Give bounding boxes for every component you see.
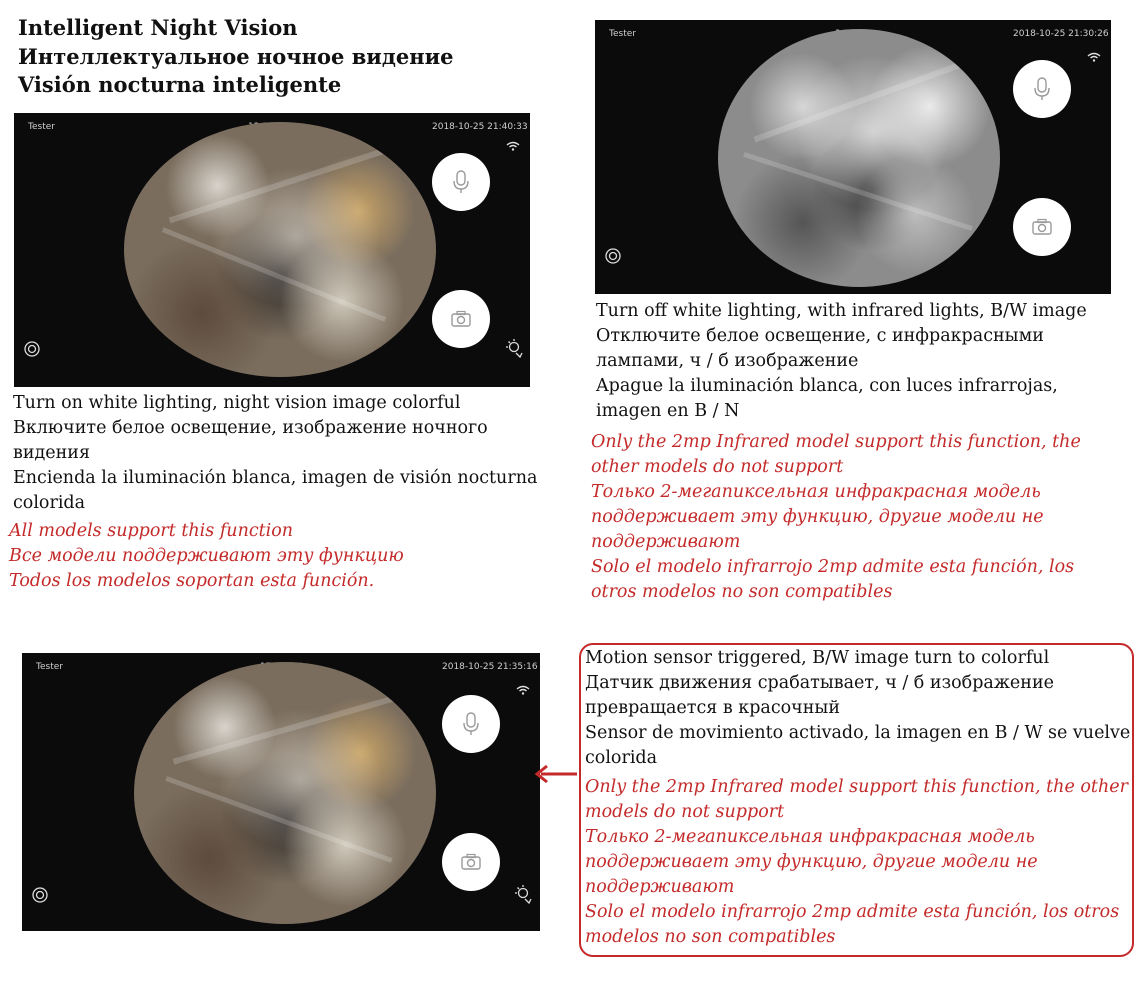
caption-line: Датчик движения срабатывает, ч / б изображение превращается в красочный (585, 673, 1054, 718)
note-line: Only the 2mp Infrared model support this function, the other models do not support (585, 777, 1128, 822)
wifi-icon (506, 141, 520, 151)
caption-line: Apague la iluminación blanca, con luces infrarrojas, imagen en B / N (596, 376, 1058, 421)
caption-line: Encienda la iluminación blanca, imagen de visión nocturna colorida (13, 468, 538, 513)
page-heading (18, 14, 454, 100)
timestamp: 2018-10-25 21:30:26 (1013, 29, 1109, 39)
microphone-button[interactable] (1013, 60, 1071, 118)
fisheye-image (134, 662, 436, 924)
camera-icon (450, 310, 472, 328)
microphone-icon (1032, 76, 1052, 102)
caption-white-on (13, 391, 553, 516)
arrow-left-icon (533, 763, 579, 785)
microphone-icon (451, 169, 471, 195)
fisheye-image (124, 122, 436, 377)
microphone-button[interactable] (432, 153, 490, 211)
snapshot-button[interactable] (1013, 198, 1071, 256)
note-line: Только 2-мегапиксельная инфракрасная модель поддерживает эту функцию, другие модели не поддерживают (585, 827, 1038, 897)
caption-line: Отключите белое освещение, с инфракрасными лампами, ч / б изображение (596, 326, 1044, 371)
note-line: All models support this function (9, 521, 294, 541)
wifi-icon (1087, 52, 1101, 62)
note-white-on (9, 519, 549, 594)
camera-view-color (14, 113, 530, 387)
timestamp: 2018-10-25 21:40:33 (432, 122, 528, 132)
microphone-button[interactable] (442, 695, 500, 753)
caption-line: Включите белое освещение, изображение ночного видения (13, 418, 488, 463)
caption-line: Turn on white lighting, night vision image colorful (13, 393, 461, 413)
heading-en: Intelligent Night Vision (18, 15, 298, 40)
light-toggle-icon[interactable] (506, 339, 524, 359)
user-name: Tester (36, 662, 63, 672)
note-line: Solo el modelo infrarrojo 2mp admite esta función, los otros modelos no son compatibles (591, 557, 1075, 602)
note-line: Solo el modelo infrarrojo 2mp admite esta función, los otros modelos no son compatibles (585, 902, 1120, 947)
snapshot-button[interactable] (442, 833, 500, 891)
caption-motion (585, 646, 1133, 771)
caption-line: Sensor de movimiento activado, la imagen en B / W se vuelve colorida (585, 723, 1131, 768)
heading-ru: Интеллектуальное ночное видение (18, 43, 454, 69)
microphone-icon (461, 711, 481, 737)
camera-view-bw (595, 20, 1111, 294)
note-motion (585, 775, 1130, 950)
user-name: Tester (609, 29, 636, 39)
rotate-view-icon[interactable] (604, 247, 622, 265)
caption-line: Motion sensor triggered, B/W image turn to colorful (585, 648, 1050, 668)
heading-es: Visión nocturna inteligente (18, 72, 342, 97)
caption-line: Turn off white lighting, with infrared lights, B/W image (596, 301, 1087, 321)
snapshot-button[interactable] (432, 290, 490, 348)
rotate-view-icon[interactable] (31, 886, 49, 904)
camera-view-motion (22, 653, 540, 931)
light-toggle-icon[interactable] (515, 885, 533, 905)
timestamp: 2018-10-25 21:35:16 (442, 662, 538, 672)
wifi-icon (516, 685, 530, 695)
note-white-off (591, 430, 1111, 605)
note-line: Only the 2mp Infrared model support this function, the other models do not support (591, 432, 1081, 477)
note-line: Только 2-мегапиксельная инфракрасная модель поддерживает эту функцию, другие модели не поддерживают (591, 482, 1044, 552)
caption-white-off (596, 299, 1106, 424)
camera-icon (1031, 218, 1053, 236)
fisheye-image (718, 29, 1000, 287)
user-name: Tester (28, 122, 55, 132)
rotate-view-icon[interactable] (23, 340, 41, 358)
note-line: Todos los modelos soportan esta función. (9, 571, 375, 591)
camera-icon (460, 853, 482, 871)
note-line: Все модели поддерживают эту функцию (9, 546, 404, 566)
